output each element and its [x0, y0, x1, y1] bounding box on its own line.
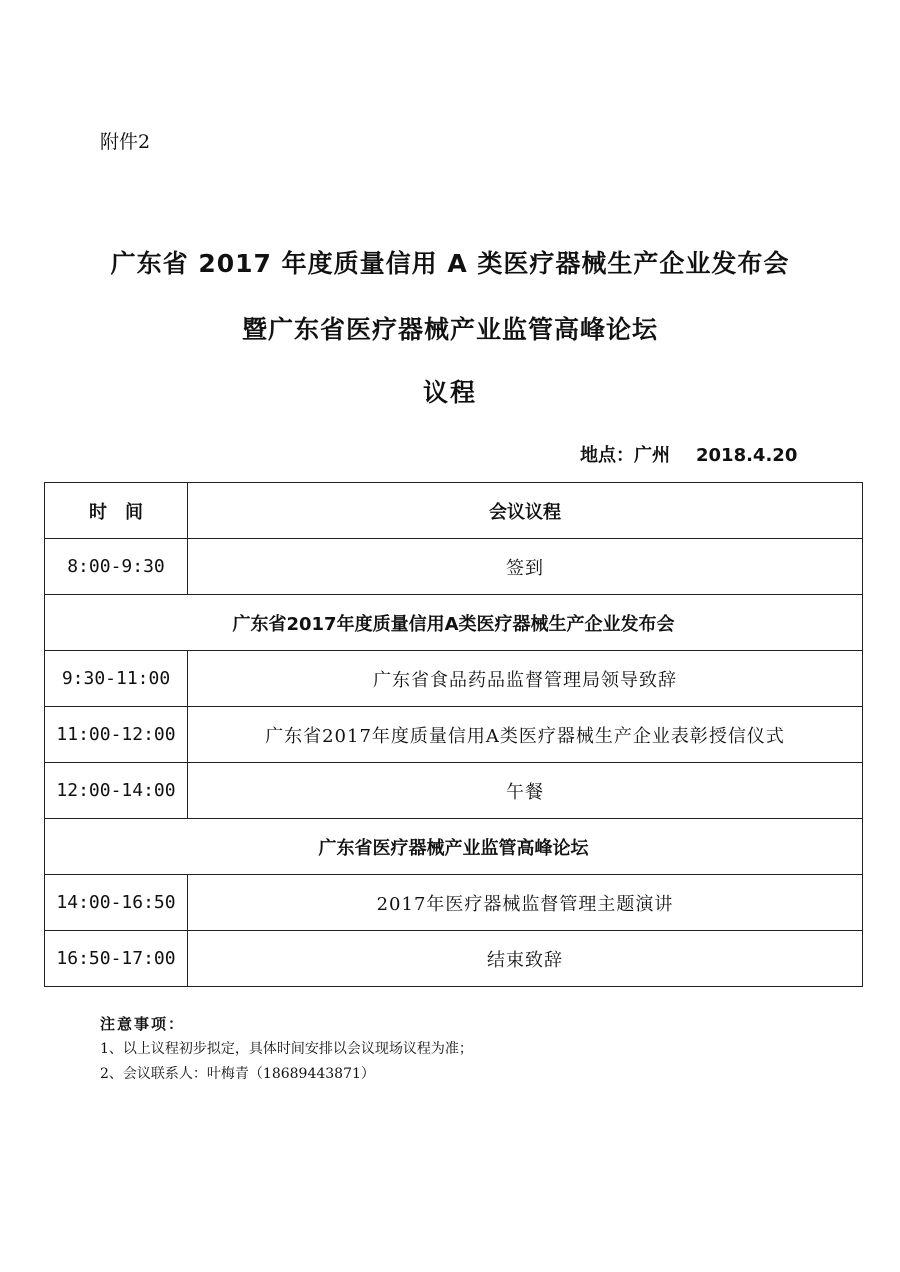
agenda-item-cell: 广东省食品药品监督管理局领导致辞 [188, 651, 863, 707]
agenda-item-cell: 午餐 [188, 763, 863, 819]
document-title-agenda: 议程 [422, 378, 477, 407]
time-cell: 12:00-14:00 [45, 763, 188, 819]
time-cell: 11:00-12:00 [45, 707, 188, 763]
section-row [45, 595, 863, 651]
time-cell: 8:00-9:30 [45, 539, 188, 595]
note-item: 2、会议联系人：叶梅青（18689443871） [100, 1066, 375, 1082]
note-item: 1、以上议程初步拟定，具体时间安排以会议现场议程为准； [100, 1041, 473, 1057]
agenda-item-cell: 广东省2017年度质量信用A类医疗器械生产企业表彰授信仪式 [188, 707, 863, 763]
section-row [45, 819, 863, 875]
event-date: 2018.4.20 [696, 445, 798, 466]
agenda-table [44, 482, 863, 987]
attachment-label: 附件2 [100, 131, 151, 153]
table-row [45, 707, 863, 763]
notes-section [100, 1012, 473, 1087]
location-label: 地点：广州 [580, 445, 670, 466]
time-cell: 9:30-11:00 [45, 651, 188, 707]
agenda-item-cell: 结束致辞 [188, 931, 863, 987]
time-cell: 14:00-16:50 [45, 875, 188, 931]
header-time: 时 间 [45, 483, 188, 539]
header-agenda: 会议议程 [188, 483, 863, 539]
location-date-line [580, 441, 797, 467]
document-title-line-2: 暨广东省医疗器械产业监管高峰论坛 [241, 315, 658, 344]
section-title-forum: 广东省医疗器械产业监管高峰论坛 [45, 819, 863, 875]
time-cell: 16:50-17:00 [45, 931, 188, 987]
agenda-item-cell: 2017年医疗器械监督管理主题演讲 [188, 875, 863, 931]
table-row [45, 763, 863, 819]
table-row [45, 931, 863, 987]
document-title-line-1: 广东省 2017 年度质量信用 A 类医疗器械生产企业发布会 [110, 249, 790, 278]
table-row [45, 875, 863, 931]
notes-title: 注意事项： [100, 1015, 186, 1033]
section-title-release: 广东省2017年度质量信用A类医疗器械生产企业发布会 [45, 595, 863, 651]
table-row [45, 651, 863, 707]
agenda-item-cell: 签到 [188, 539, 863, 595]
table-header-row [45, 483, 863, 539]
table-row [45, 539, 863, 595]
